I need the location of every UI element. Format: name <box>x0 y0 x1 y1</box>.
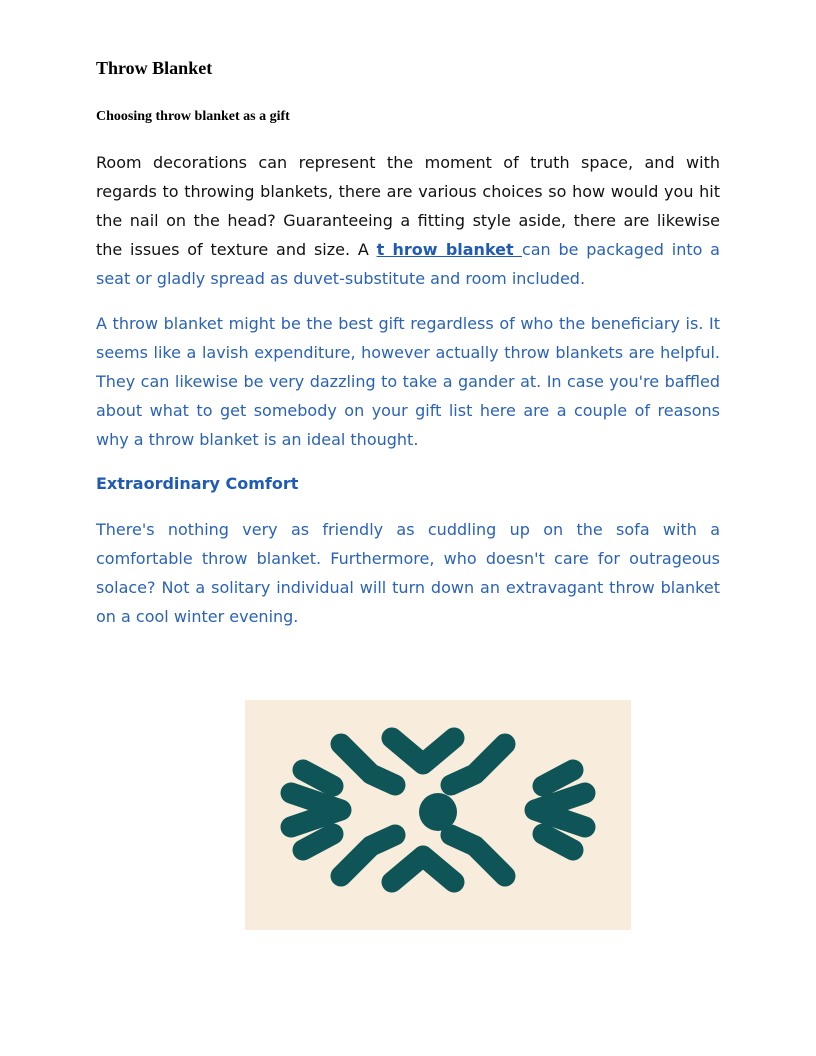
gift-paragraph: A throw blanket might be the best gift regardless of who the beneficiary is. It seems like a lavish expenditure, however actually throw blankets are helpful. They can likewise be very dazzling to take a gander at. In case you're baffled about what to get somebody on your gift list here are a couple of reasons why a throw blanket is an ideal thought. <box>96 314 720 449</box>
logo-figure <box>245 700 631 930</box>
intro-text: Room decorations can represent the moment of truth space, and with regards to throwing blankets, there are various choices so how would you hit the nail on the head? Guaranteeing a fitting style aside, there are likewise the issues of texture and size. A <box>96 153 720 259</box>
throw-blanket-link[interactable]: t hrow blanket <box>376 240 522 259</box>
logo-accent-right-top <box>543 770 573 786</box>
page-subtitle: Choosing throw blanket as a gift <box>96 109 290 124</box>
intro-paragraph <box>96 148 720 293</box>
intro-text-continued: can be packaged into a seat or gladly spread as duvet-substitute and room included. <box>96 240 720 288</box>
page-title: Throw Blanket <box>96 58 213 78</box>
logo-center-dot <box>419 793 457 831</box>
logo-accent-right-bottom <box>543 834 573 850</box>
comfort-paragraph: There's nothing very as friendly as cuddling up on the sofa with a comfortable throw blanket. Furthermore, who doesn't care for outrageous solace? Not a solitary individual will turn down an extravagant throw blanket on a cool winter evening. <box>96 520 720 626</box>
snowflake-chevron-logo-icon <box>245 700 631 930</box>
section-heading: Extraordinary Comfort <box>96 474 299 493</box>
logo-accent-left-bottom <box>303 834 333 850</box>
logo-accent-left-top <box>303 770 333 786</box>
